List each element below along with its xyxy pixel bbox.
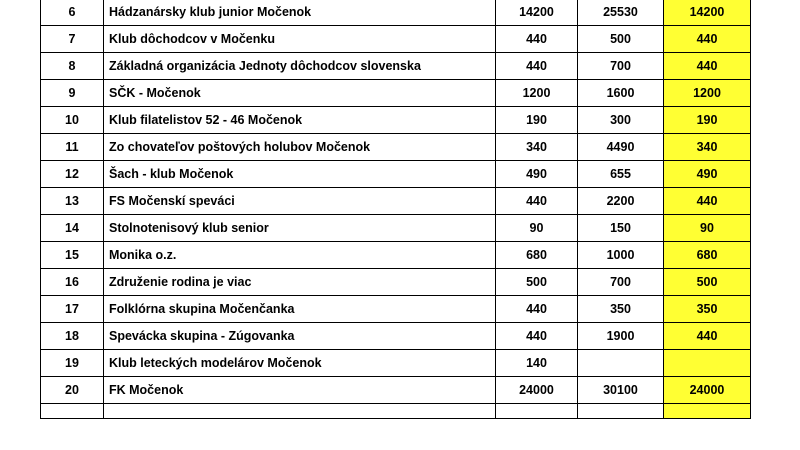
row-number-cell[interactable]: 9 — [41, 80, 104, 107]
organization-name-cell[interactable]: Šach - klub Močenok — [104, 161, 496, 188]
approved-amount-cell[interactable]: 440 — [664, 26, 751, 53]
organization-name-cell[interactable]: SČK - Močenok — [104, 80, 496, 107]
approved-amount-cell[interactable]: 340 — [664, 134, 751, 161]
table-row — [41, 107, 751, 134]
table-row — [41, 323, 751, 350]
grants-table-body — [41, 0, 751, 419]
amount-cell-1[interactable]: 140 — [496, 350, 578, 377]
amount-cell-2[interactable]: 1900 — [578, 323, 664, 350]
row-number-cell[interactable]: 16 — [41, 269, 104, 296]
amount-cell-2[interactable] — [578, 350, 664, 377]
empty-cell[interactable] — [664, 404, 751, 419]
amount-cell-1[interactable]: 440 — [496, 188, 578, 215]
row-number-cell[interactable]: 18 — [41, 323, 104, 350]
amount-cell-2[interactable]: 2200 — [578, 188, 664, 215]
organization-name-cell[interactable]: Hádzanársky klub junior Močenok — [104, 0, 496, 26]
approved-amount-cell[interactable]: 350 — [664, 296, 751, 323]
row-number-cell[interactable]: 19 — [41, 350, 104, 377]
amount-cell-1[interactable]: 440 — [496, 323, 578, 350]
approved-amount-cell[interactable] — [664, 350, 751, 377]
amount-cell-1[interactable]: 24000 — [496, 377, 578, 404]
table-row — [41, 242, 751, 269]
amount-cell-2[interactable]: 1600 — [578, 80, 664, 107]
row-number-cell[interactable]: 15 — [41, 242, 104, 269]
amount-cell-2[interactable]: 25530 — [578, 0, 664, 26]
amount-cell-2[interactable]: 1000 — [578, 242, 664, 269]
amount-cell-1[interactable]: 340 — [496, 134, 578, 161]
amount-cell-1[interactable]: 440 — [496, 53, 578, 80]
organization-name-cell[interactable]: Základná organizácia Jednoty dôchodcov slovenska — [104, 53, 496, 80]
amount-cell-2[interactable]: 700 — [578, 53, 664, 80]
empty-cell[interactable] — [41, 404, 104, 419]
grants-table — [40, 0, 751, 419]
table-row — [41, 296, 751, 323]
row-number-cell[interactable]: 6 — [41, 0, 104, 26]
amount-cell-1[interactable]: 90 — [496, 215, 578, 242]
organization-name-cell[interactable]: FK Močenok — [104, 377, 496, 404]
amount-cell-1[interactable]: 1200 — [496, 80, 578, 107]
approved-amount-cell[interactable]: 680 — [664, 242, 751, 269]
row-number-cell[interactable]: 11 — [41, 134, 104, 161]
organization-name-cell[interactable]: Združenie rodina je viac — [104, 269, 496, 296]
approved-amount-cell[interactable]: 190 — [664, 107, 751, 134]
row-number-cell[interactable]: 7 — [41, 26, 104, 53]
amount-cell-2[interactable]: 500 — [578, 26, 664, 53]
table-row — [41, 350, 751, 377]
table-row — [41, 0, 751, 26]
empty-cell[interactable] — [578, 404, 664, 419]
row-number-cell[interactable]: 20 — [41, 377, 104, 404]
approved-amount-cell[interactable]: 440 — [664, 323, 751, 350]
approved-amount-cell[interactable]: 24000 — [664, 377, 751, 404]
amount-cell-1[interactable]: 440 — [496, 296, 578, 323]
table-row — [41, 377, 751, 404]
organization-name-cell[interactable]: FS Močenskí speváci — [104, 188, 496, 215]
organization-name-cell[interactable]: Klub filatelistov 52 - 46 Močenok — [104, 107, 496, 134]
table-row — [41, 188, 751, 215]
table-row — [41, 80, 751, 107]
row-number-cell[interactable]: 12 — [41, 161, 104, 188]
approved-amount-cell[interactable]: 14200 — [664, 0, 751, 26]
organization-name-cell[interactable]: Stolnotenisový klub senior — [104, 215, 496, 242]
table-row — [41, 134, 751, 161]
amount-cell-1[interactable]: 490 — [496, 161, 578, 188]
organization-name-cell[interactable]: Monika o.z. — [104, 242, 496, 269]
approved-amount-cell[interactable]: 490 — [664, 161, 751, 188]
row-number-cell[interactable]: 14 — [41, 215, 104, 242]
table-row — [41, 161, 751, 188]
amount-cell-2[interactable]: 350 — [578, 296, 664, 323]
organization-name-cell[interactable]: Spevácka skupina - Zúgovanka — [104, 323, 496, 350]
amount-cell-1[interactable]: 14200 — [496, 0, 578, 26]
row-number-cell[interactable]: 8 — [41, 53, 104, 80]
table-row — [41, 53, 751, 80]
approved-amount-cell[interactable]: 500 — [664, 269, 751, 296]
organization-name-cell[interactable]: Klub leteckých modelárov Močenok — [104, 350, 496, 377]
table-row — [41, 269, 751, 296]
amount-cell-2[interactable]: 150 — [578, 215, 664, 242]
row-number-cell[interactable]: 10 — [41, 107, 104, 134]
organization-name-cell[interactable]: Folklórna skupina Močenčanka — [104, 296, 496, 323]
amount-cell-1[interactable]: 500 — [496, 269, 578, 296]
table-row — [41, 404, 751, 419]
row-number-cell[interactable]: 13 — [41, 188, 104, 215]
approved-amount-cell[interactable]: 1200 — [664, 80, 751, 107]
empty-cell[interactable] — [496, 404, 578, 419]
row-number-cell[interactable]: 17 — [41, 296, 104, 323]
empty-cell[interactable] — [104, 404, 496, 419]
amount-cell-2[interactable]: 300 — [578, 107, 664, 134]
amount-cell-1[interactable]: 680 — [496, 242, 578, 269]
approved-amount-cell[interactable]: 440 — [664, 53, 751, 80]
table-row — [41, 26, 751, 53]
amount-cell-2[interactable]: 655 — [578, 161, 664, 188]
amount-cell-2[interactable]: 4490 — [578, 134, 664, 161]
amount-cell-2[interactable]: 700 — [578, 269, 664, 296]
organization-name-cell[interactable]: Zo chovateľov poštových holubov Močenok — [104, 134, 496, 161]
amount-cell-1[interactable]: 440 — [496, 26, 578, 53]
approved-amount-cell[interactable]: 90 — [664, 215, 751, 242]
amount-cell-1[interactable]: 190 — [496, 107, 578, 134]
table-row — [41, 215, 751, 242]
approved-amount-cell[interactable]: 440 — [664, 188, 751, 215]
organization-name-cell[interactable]: Klub dôchodcov v Močenku — [104, 26, 496, 53]
amount-cell-2[interactable]: 30100 — [578, 377, 664, 404]
